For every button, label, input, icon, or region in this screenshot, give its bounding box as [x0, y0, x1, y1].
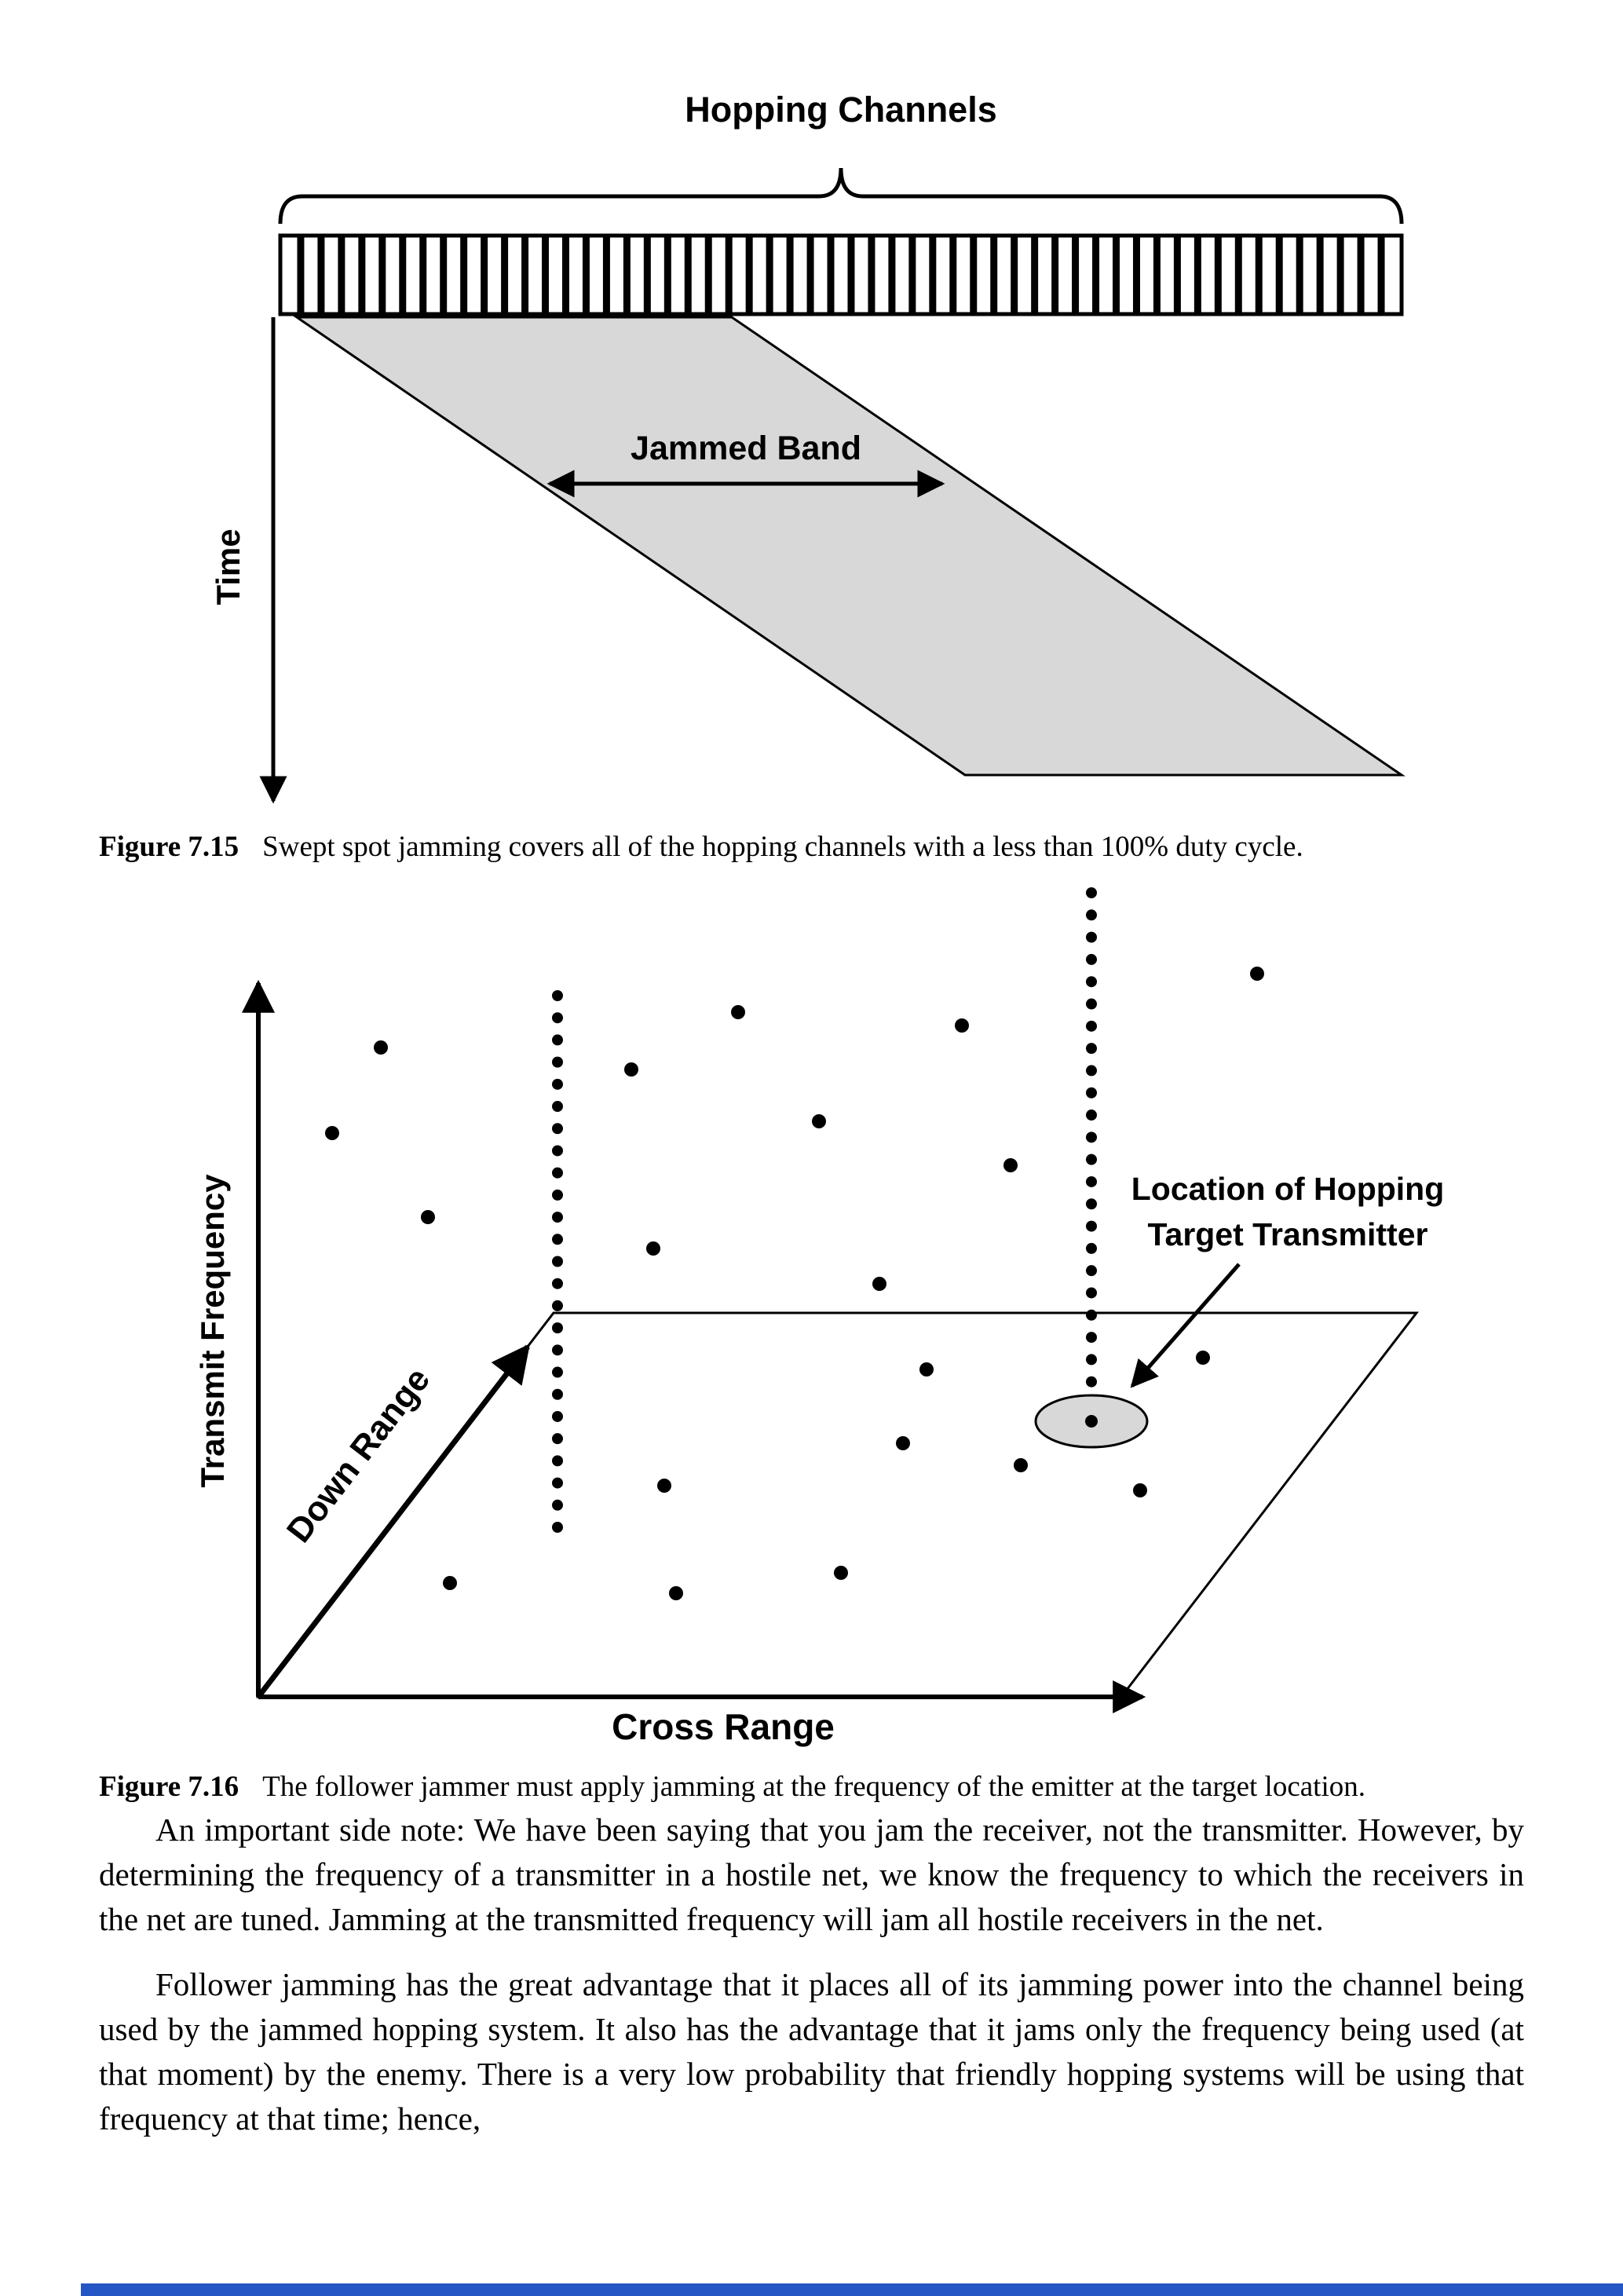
transmit-frequency-label: Transmit Frequency: [194, 1174, 231, 1488]
hopping-channels-band: [280, 236, 1402, 314]
location-label-line1: Location of Hopping: [1131, 1171, 1445, 1207]
paragraph-1: An important side note: We have been saying that you jam the receiver, not the transmitter. However, by determining the frequency of a transmitter in a hostile net, we know the frequency to which the receivers in the net are tuned. Jamming at the transmitted frequency will jam all hostile receivers in the net.: [99, 1812, 1524, 1937]
time-axis-label: Time: [210, 528, 247, 605]
hopping-channels-brace: [280, 168, 1402, 224]
location-label-line2: Target Transmitter: [1147, 1216, 1428, 1252]
figure-7-16-caption: [99, 1770, 1524, 1804]
hopping-channels-label: Hopping Channels: [685, 90, 997, 130]
swept-jamming-band: [297, 317, 1402, 775]
down-range-label: Down Range: [279, 1360, 438, 1550]
figure-7-16-diagram: [0, 864, 1623, 1767]
paragraph-2: Follower jamming has the great advantage that it places all of its jamming power into the channel being used by the jammed hopping system. It also has the advantage that it jams only the frequency being used (at that moment) by the enemy. There is a very low probability that friendly hopping systems will be using that frequency at that time; hence,: [99, 1966, 1524, 2137]
target-transmitter-dot: [1085, 1415, 1098, 1428]
bottom-blue-bar: [81, 2283, 1623, 2296]
body-text: [99, 1808, 1524, 2141]
figure-7-15-caption: [99, 830, 1524, 865]
cross-range-label: Cross Range: [612, 1706, 835, 1747]
figure-7-15-caption-tag: Figure 7.15: [99, 831, 239, 863]
figure-7-16-caption-text: The follower jammer must apply jamming at the frequency of the emitter at the target location.: [262, 1771, 1365, 1803]
figure-7-15-diagram: [0, 0, 1623, 832]
jammed-band-label: Jammed Band: [631, 430, 861, 467]
figure-7-15-caption-text: Swept spot jamming covers all of the hopping channels with a less than 100% duty cycle.: [262, 831, 1303, 863]
figure-7-16-caption-tag: Figure 7.16: [99, 1771, 239, 1803]
ground-plane: [258, 1313, 1416, 1697]
